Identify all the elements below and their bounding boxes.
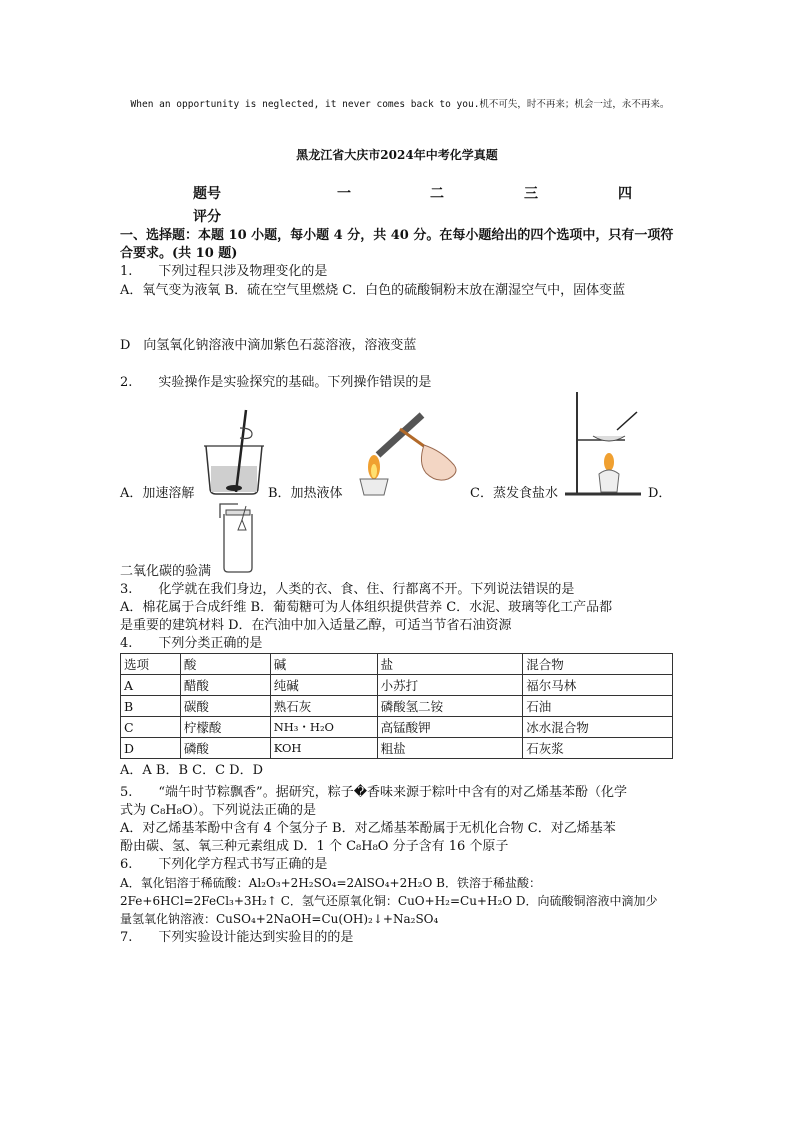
q6-line2: 2Fe+6HCl=2FeCl₃+3H₂↑ C．氢气还原氧化铜：CuO+H₂=Cu+H₂O D．向硫酸铜溶液中滴加少 — [120, 894, 658, 908]
table-cell: 粗盐 — [377, 738, 523, 759]
score-col-1: 一 — [337, 186, 351, 202]
q3-line2: 是重要的建筑材料 D．在汽油中加入适量乙醇，可适当节省石油资源 — [120, 618, 512, 633]
q6-line3: 量氢氧化钠溶液：CuSO₄+2NaOH=Cu(OH)₂↓+Na₂SO₄ — [120, 912, 439, 926]
q4-answers: A．A B．B C．C D．D — [120, 763, 264, 778]
q2-option-a: A．加速溶解 — [120, 486, 195, 501]
q2-option-b: B．加热液体 — [268, 486, 343, 501]
q6-line1: A．氧化铝溶于稀硫酸：Al₂O₃+2H₂SO₄=2AlSO₄+2H₂O B．铁溶于稀盐酸： — [120, 876, 541, 890]
q4-stem: 4. 下列分类正确的是 — [120, 636, 263, 651]
motto: When an opportunity is neglected, it never comes back to you.机不可失，时不再来；机会一过，永不再来。 — [130, 99, 670, 110]
table-cell: 石灰浆 — [523, 738, 673, 759]
score-header-label: 题号 — [193, 186, 221, 202]
table-header-cell: 盐 — [377, 654, 523, 675]
table-row — [121, 738, 673, 759]
classification-table — [120, 653, 673, 759]
table-cell: 石油 — [523, 696, 673, 717]
table-cell: 磷酸 — [180, 738, 270, 759]
table-row — [121, 696, 673, 717]
table-cell: 磷酸氢二铵 — [377, 696, 523, 717]
heating-liquid-image — [350, 405, 460, 500]
table-cell: 碳酸 — [180, 696, 270, 717]
q5-line3: A．对乙烯基苯酚中含有 4 个氢分子 B．对乙烯基苯酚属于无机化合物 C．对乙烯基苯 — [120, 821, 616, 836]
table-cell: A — [121, 675, 181, 696]
table-cell: 冰水混合物 — [523, 717, 673, 738]
q6-stem: 6. 下列化学方程式书写正确的是 — [120, 857, 328, 872]
score-col-4: 四 — [618, 186, 632, 202]
q2-option-d-label: D． — [648, 486, 672, 501]
gas-bottle-image — [216, 500, 256, 575]
q5-line4: 酚由碳、氢、氧三种元素组成 D．1 个 C₈H₈O 分子含有 16 个原子 — [120, 839, 509, 854]
table-cell: KOH — [270, 738, 377, 759]
score-col-3: 三 — [524, 186, 538, 202]
table-header-cell: 酸 — [180, 654, 270, 675]
table-cell: B — [121, 696, 181, 717]
q2-stem: 2. 实验操作是实验探究的基础。下列操作错误的是 — [120, 375, 432, 390]
score-row-label: 评分 — [193, 209, 221, 225]
beaker-stirring-image — [200, 408, 270, 498]
page-title: 黑龙江省大庆市2024年中考化学真题 — [296, 148, 498, 162]
evaporation-image — [565, 390, 645, 500]
table-header-row — [121, 654, 673, 675]
table-cell: 柠檬酸 — [180, 717, 270, 738]
q2-option-d: 二氧化碳的验满 — [120, 564, 212, 579]
table-header-cell: 选项 — [121, 654, 181, 675]
q3-stem: 3. 化学就在我们身边，人类的衣、食、住、行都离不开。下列说法错误的是 — [120, 582, 575, 597]
table-header-cell: 碱 — [270, 654, 377, 675]
table-row — [121, 717, 673, 738]
q5-line1: 5. “端午时节粽飘香”。据研究，粽子�香味来源于粽叶中含有的对乙烯基苯酚（化学 — [120, 785, 628, 800]
table-cell: 高锰酸钾 — [377, 717, 523, 738]
table-cell: 醋酸 — [180, 675, 270, 696]
table-cell: 纯碱 — [270, 675, 377, 696]
q1-option-d: D 向氢氧化钠溶液中滴加紫色石蕊溶液，溶液变蓝 — [120, 338, 417, 353]
score-col-2: 二 — [430, 186, 444, 202]
q5-line2: 式为 C₈H₈O）。下列说法正确的是 — [120, 803, 316, 818]
table-cell: NH₃・H₂O — [270, 717, 377, 738]
table-cell: D — [121, 738, 181, 759]
table-cell: 小苏打 — [377, 675, 523, 696]
q1-options: A．氧气变为液氧 B．硫在空气里燃烧 C．白色的硫酸铜粉末放在潮湿空气中，固体变蓝 — [120, 283, 626, 298]
q1-stem: 1. 下列过程只涉及物理变化的是 — [120, 264, 328, 279]
table-cell: 熟石灰 — [270, 696, 377, 717]
q2-option-c: C．蒸发食盐水 — [470, 486, 558, 501]
table-row — [121, 675, 673, 696]
section-heading: 一、选择题：本题 10 小题，每小题 4 分，共 40 分。在每小题给出的四个选项中，只有一项符合要求。(共 10 题) — [120, 228, 674, 261]
table-cell: 福尔马林 — [523, 675, 673, 696]
table-header-cell: 混合物 — [523, 654, 673, 675]
table-cell: C — [121, 717, 181, 738]
q3-line1: A．棉花属于合成纤维 B．葡萄糖可为人体组织提供营养 C．水泥、玻璃等化工产品都 — [120, 600, 613, 615]
q7-stem: 7. 下列实验设计能达到实验目的的是 — [120, 930, 354, 945]
